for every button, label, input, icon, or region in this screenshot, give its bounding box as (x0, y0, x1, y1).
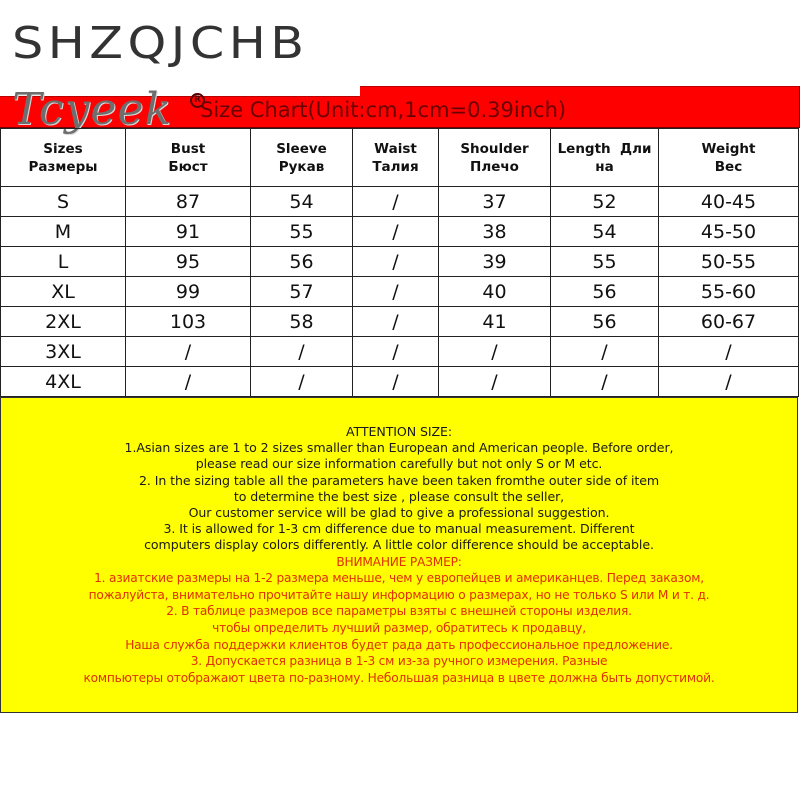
notice-line: 2. В таблице размеров все параметры взяты с внешней стороны изделия. (166, 604, 632, 619)
header-ru: Бюст (168, 158, 208, 175)
notice-line: Наша служба поддержки клиентов будет рада дать профессиональное предложение. (125, 637, 673, 652)
notice-line: 3. It is allowed for 1-3 cm difference due to manual measurement. Different (163, 521, 635, 537)
cell-waist: / (353, 307, 439, 337)
cell-weight: 60-67 (659, 307, 799, 337)
cell-sleeve: / (251, 337, 353, 367)
notice-heading-ru: ВНИМАНИЕ РАЗМЕР: (336, 554, 462, 569)
table-row (1, 307, 799, 337)
brand-logo: SHZQJCHB (12, 18, 309, 69)
notice-line: чтобы определить лучший размер, обратитесь к продавцу, (212, 621, 586, 635)
cell-length: 56 (551, 307, 659, 337)
cell-length: 54 (551, 217, 659, 247)
cell-sleeve: 56 (251, 247, 353, 277)
table-row (1, 247, 799, 277)
notice-line: to determine the best size , please consult the seller, (233, 488, 565, 504)
cell-bust: 95 (126, 247, 251, 277)
cell-weight: 50-55 (659, 247, 799, 277)
cell-sleeve: 57 (251, 277, 353, 307)
header-bust (126, 129, 251, 187)
notice-line: 1.Asian sizes are 1 to 2 sizes smaller than European and American people. Before order, (124, 440, 674, 456)
header-length (551, 129, 659, 187)
cell-shoulder: 40 (439, 277, 551, 307)
cell-size: XL (1, 277, 126, 307)
cell-bust: 87 (126, 187, 251, 217)
notice-line: 2. In the sizing table all the parameters have been taken fromthe outer side of item (138, 472, 660, 488)
header-en: Sleeve (276, 140, 327, 157)
notice-line: пожалуйста, внимательно прочитайте нашу информацию о размерах, но не только S или M и т. д. (88, 587, 710, 602)
cell-bust: 99 (126, 277, 251, 307)
cell-bust: 91 (126, 217, 251, 247)
notice-english (1, 424, 797, 554)
cell-bust: / (126, 337, 251, 367)
notice-line: 3. Допускается разница в 1-3 см из-за ручного измерения. Разные (190, 654, 608, 669)
cell-size: 4XL (1, 367, 126, 397)
header-en: Sizes (43, 140, 83, 157)
header-en: Length Дли (557, 140, 652, 157)
cell-waist: / (353, 277, 439, 307)
header-en: Weight (701, 140, 756, 157)
notice-line: компьютеры отображают цвета по-разному. Небольшая разница в цвете должна быть допустимой. (83, 670, 715, 685)
cell-weight: 55-60 (659, 277, 799, 307)
cell-waist: / (353, 367, 439, 397)
cell-size: 3XL (1, 337, 126, 367)
cell-waist: / (353, 247, 439, 277)
cell-length: 56 (551, 277, 659, 307)
cell-size: M (1, 217, 126, 247)
table-row (1, 337, 799, 367)
header-waist (353, 129, 439, 187)
cell-sleeve: 58 (251, 307, 353, 337)
notice-russian (1, 554, 797, 687)
cell-weight: / (659, 367, 799, 397)
table-row (1, 277, 799, 307)
header-shoulder (439, 129, 551, 187)
cell-weight: / (659, 337, 799, 367)
notice-line: computers display colors differently. A little color difference should be acceptable. (144, 537, 654, 553)
cell-sleeve: / (251, 367, 353, 397)
cell-shoulder: 38 (439, 217, 551, 247)
header-ru: на (595, 158, 614, 175)
header-en: Bust (170, 140, 206, 157)
cell-shoulder: 41 (439, 307, 551, 337)
cell-shoulder: / (439, 367, 551, 397)
header-ru: Размеры (28, 158, 98, 175)
cell-bust: 103 (126, 307, 251, 337)
header-ru: Вес (714, 158, 743, 175)
header-en: Waist (374, 140, 417, 157)
table-row (1, 217, 799, 247)
attention-notice (0, 397, 798, 713)
cell-waist: / (353, 217, 439, 247)
watermark-logo: Tcyeek (12, 84, 173, 135)
table-row (1, 367, 799, 397)
cell-sleeve: 54 (251, 187, 353, 217)
table-header-row (1, 129, 799, 187)
registered-trademark-icon: R (190, 93, 205, 108)
cell-shoulder: 39 (439, 247, 551, 277)
size-table (0, 128, 799, 397)
header-weight (659, 129, 799, 187)
cell-size: S (1, 187, 126, 217)
cell-length: / (551, 367, 659, 397)
header-sizes (1, 129, 126, 187)
notice-line: 1. азиатские размеры на 1-2 размера меньше, чем у европейцев и американцев. Перед заказом, (94, 571, 704, 586)
header-ru: Рукав (278, 158, 325, 175)
cell-length: / (551, 337, 659, 367)
cell-weight: 40-45 (659, 187, 799, 217)
cell-weight: 45-50 (659, 217, 799, 247)
header-sleeve (251, 129, 353, 187)
cell-size: 2XL (1, 307, 126, 337)
notice-heading-en: ATTENTION SIZE: (346, 424, 452, 439)
cell-length: 52 (551, 187, 659, 217)
cell-waist: / (353, 337, 439, 367)
header-ru: Плечо (470, 158, 519, 175)
cell-sleeve: 55 (251, 217, 353, 247)
size-chart-title: Size Chart(Unit:cm,1cm=0.39inch) (200, 98, 567, 122)
cell-size: L (1, 247, 126, 277)
cell-length: 55 (551, 247, 659, 277)
cell-shoulder: / (439, 337, 551, 367)
notice-line: please read our size information carefully but not only S or M etc. (195, 456, 603, 472)
cell-waist: / (353, 187, 439, 217)
cell-bust: / (126, 367, 251, 397)
header-en: Shoulder (460, 140, 529, 157)
table-row (1, 187, 799, 217)
notice-line: Our customer service will be glad to give a professional suggestion. (188, 505, 610, 521)
header-ru: Талия (372, 158, 419, 175)
cell-shoulder: 37 (439, 187, 551, 217)
